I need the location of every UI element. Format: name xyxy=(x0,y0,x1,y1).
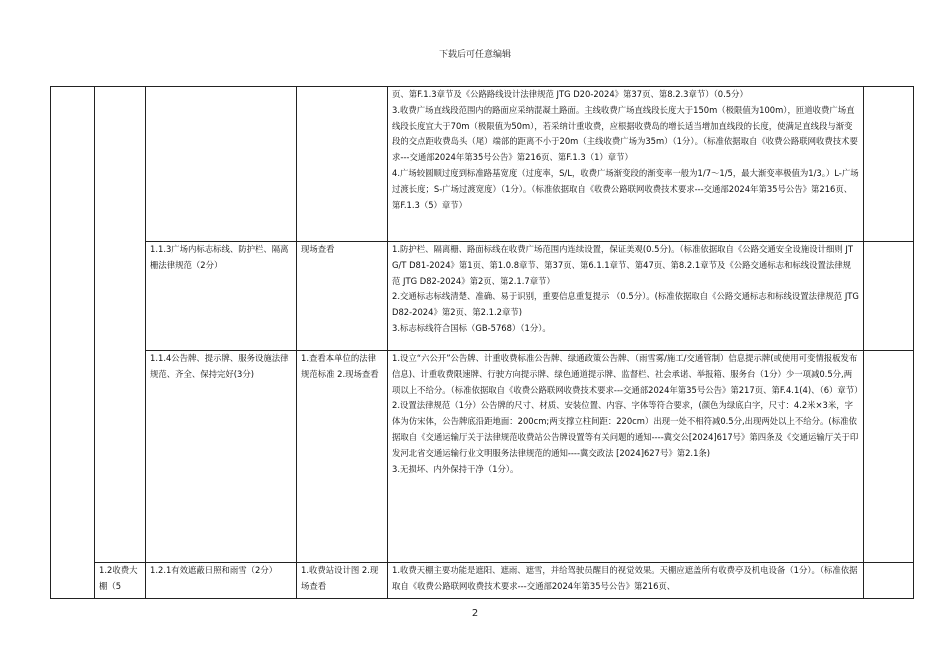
standard-text: 4.广场较圆顺过度到标准路基宽度（过度率，S/L，收费广场渐变段的渐变率一般为1/7～1/5，最大渐变率极值为1/3。）L-广场过渡长度；S-广场过渡宽度）（1分）。（标准依据取自《收费公路联网收费技术要求---交通部2024年第35号公告》第216页、第F.1.3（5）章节） xyxy=(392,167,859,210)
evaluation-table xyxy=(50,86,914,599)
score-cell xyxy=(864,87,914,242)
standard-text: 2.设置法律规范（1分）公告牌的尺寸、材质、安装位置、内容、字体等符合要求，(颜色为绿底白字，尺寸：4.2米×3米，字体为仿宋体，公告牌底沿距地面：200cm;两支撑立柱间距：220cm）出现一处不相符减0.5分,出现两处以上不给分。(标准依据取自《交通运输厅关于法律规范收费站公告牌设置等有关问题的通知----冀交公[2024]617号》第四条及《交通运输厅关于印发河北省交通运输行业文明服务法律规范的通知----冀交政法 [2024]627号》第2.1条) xyxy=(392,400,859,458)
standard-cell xyxy=(388,87,864,242)
standard-text: 页、第F.1.3章节及《公路路线设计法律规范 JTG D20-2024》第37页、第8.2.3章节）（0.5分） xyxy=(392,89,748,99)
method-cell: 1.查看本单位的法律规范标准 2.现场查看 xyxy=(297,351,388,563)
standard-text: 1.防护栏、隔离栅、路面标线在收费广场范围内连续设置，保证美观(0.5分)。（标准依据取自《公路交通安全设施设计细则 JTG/T D81-2024》第1页、第1.0.8章节、第37页、第6.1.1章节、第47页、第8.2.1章节及《公路交通标志和标线设置法律规范 JTG D82-2024》第2页、第2.1.7章节） xyxy=(392,244,854,286)
standard-text: 1.收费天棚主要功能是遮阳、遮雨、遮雪，并给驾驶员醒目的视觉效果。天棚应遮盖所有收费亭及机电设备（1分）。（标准依据取自《收费公路联网收费技术要求---交通部2024年第35号公告》第216页、 xyxy=(392,565,858,591)
blank-cell xyxy=(51,87,95,599)
blank-cell xyxy=(146,87,297,242)
table-row xyxy=(51,242,914,351)
score-cell xyxy=(864,242,914,351)
item-cell: 1.1.3广场内标志标线、防护栏、隔离栅法律规范（2分） xyxy=(146,242,297,351)
standard-text: 3.标志标线符合国标（GB-5768）（1分）。 xyxy=(392,322,551,333)
table-row xyxy=(51,563,914,599)
header-note: 下载后可任意编辑 xyxy=(438,50,511,60)
page-number: 2 xyxy=(471,608,479,619)
method-cell: 现场查看 xyxy=(297,242,388,351)
table-row xyxy=(51,87,914,242)
table-row xyxy=(51,351,914,563)
item-cell: 1.1.4公告牌、提示牌、服务设施法律规范、齐全、保持完好(3分) xyxy=(146,351,297,563)
standard-cell xyxy=(388,351,864,563)
standard-cell xyxy=(388,242,864,351)
score-cell xyxy=(864,351,914,563)
standard-text: 1.设立“六公开”公告牌、计重收费标准公告牌、绿通政策公告牌、（雨雪雾/施工/交通管制）信息提示牌(或使用可变情报板发布信息)、计重收费限速牌、行驶方向提示牌、绿色通道提示牌、监督栏、社会承诺、举报箱、服务台（1分）少一项减0.5分,两项以上不给分。（标准依据取自《收费公路联网收费技术要求---交通部2024年第35号公告》第217页、第F.4.1(4)、（6）章节） xyxy=(392,353,863,395)
method-cell: 1.收费站设计图 2.现场查看 xyxy=(297,563,388,599)
score-cell xyxy=(864,563,914,599)
blank-cell xyxy=(95,87,146,563)
standard-cell xyxy=(388,563,864,599)
standard-text: 2.交通标志标线清楚、准确、易于识别，重要信息重复提示 （0.5分）。(标准依据取自《公路交通标志和标线设置法律规范 JTG D82-2024》第2页、第2.1.2章节) xyxy=(392,291,859,318)
standard-text: 3.收费广场直线段范围内的路面应采纳混凝土路面。主线收费广场直线段长度大于150m（极限值为100m），匝道收费广场直线段长度宜大于70m（极限值为50m），若采纳计重收费，应根据收费岛的增长适当增加直线段的长度，使满足直线段与渐变段的交点距收费岛头（尾）端部的距离不小于20m（主线收费广场为35m）（1分）。（标准依据取自《收费公路联网收费技术要求---交通部2024年第35号公告》第216页、第F.1.3（1）章节） xyxy=(392,104,858,163)
standard-text: 3.无损坏、内外保持干净（1分）。 xyxy=(392,463,519,474)
category-cell: 1.2收费大棚（5 xyxy=(95,563,146,599)
item-cell: 1.2.1有效遮蔽日照和雨雪（2分） xyxy=(146,563,297,599)
blank-cell xyxy=(297,87,388,242)
